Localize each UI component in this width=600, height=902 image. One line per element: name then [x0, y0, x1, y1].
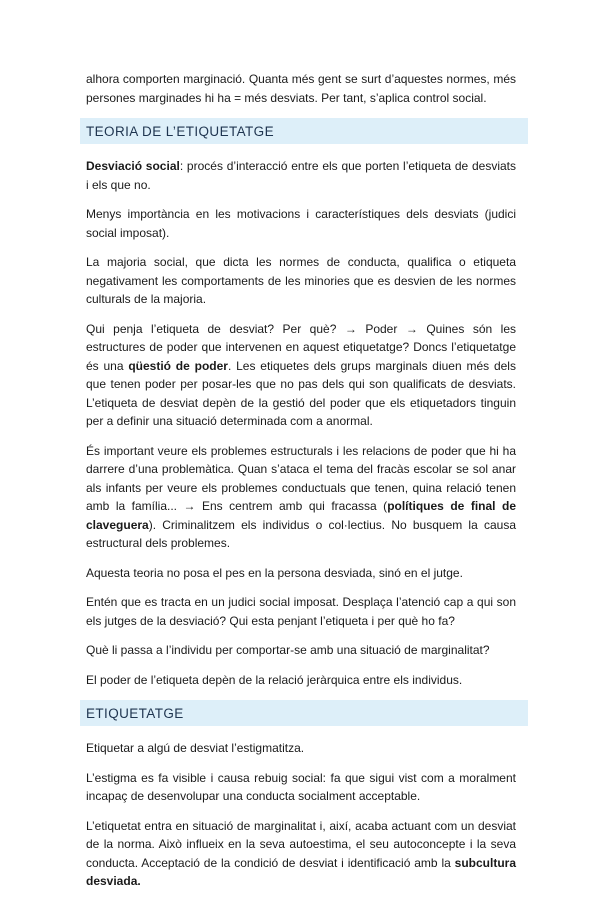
section-heading-teoria-etiquetatge: TEORIA DE L’ETIQUETATGE [80, 118, 528, 144]
bold-term: qüestió de poder [128, 358, 228, 373]
paragraph: L’etiquetat entra en situació de marginalitat i, així, acaba actuant com un desviat de la norma. Això influeix en la seva autoestima, el seu autoconcepte i la seva conducta. Acceptació de la condició de desviat i identificació amb la subcultura desviada. [86, 818, 516, 888]
paragraph: Desviació social: procés d’interacció entre els que porten l’etiqueta de desviats i els que no. [86, 159, 516, 192]
paragraph: Què li passa a l’individu per comportar-se amb una situació de marginalitat? [86, 643, 490, 657]
paragraph: L’estigma es fa visible i causa rebuig social: fa que sigui vist com a moralment incapaç de desenvolupar una conducta socialment acceptable. [86, 770, 516, 803]
paragraph: Aquesta teoria no posa el pes en la persona desviada, sinó en el jutge. [86, 565, 463, 580]
paragraph: És important veure els problemes estructurals i les relacions de poder que hi ha darrere d’una problemàtica. Quan s’ataca el tema del fracàs escolar se sol anar als infants per veure els problemes conductuals que tenen, quina relació tenen amb la família... → Ens centrem amb qui fracassa (polítiques de final de claveguera). Criminalitzem els individus o col·lectius. No busquem la causa estructural dels problemes. [86, 443, 517, 550]
intro-paragraph: alhora comporten marginació. Quanta més gent se surt d’aquestes normes, més persones marginades hi ha = més desviats. Per tant, s’aplica control social. [86, 72, 516, 105]
section-heading-etiquetatge: ETIQUETATGE [80, 700, 528, 726]
paragraph: La majoria social, que dicta les normes de conducta, qualifica o etiqueta negativament les comportaments de les minories que es desvien de les normes culturals de la majoria. [86, 255, 516, 306]
paragraph: Qui penja l’etiqueta de desviat? Per què? → Poder → Quines són les estructures de poder que intervenen en aquest etiquetatge? Doncs l’etiquetatge és una qüestió de poder. Les etiquetes dels grups marginals diuen més dels que tenen poder per posar-les que no pas dels qui son qualificats de desviats. L’etiqueta de desviat depèn de la gestió del poder que els etiquetadors tinguin per a definir una situació determinada com a anormal. [86, 321, 516, 428]
bold-term: polítiques de final de claveguera [86, 499, 517, 532]
paragraph: Entén que es tracta en un judici social imposat. Desplaça l’atenció cap a qui son els jutges de la desviació? Qui esta penjant l’etiqueta i per què ho fa? [86, 595, 516, 628]
paragraph: El poder de l’etiqueta depèn de la relació jeràrquica entre els individus. [86, 672, 463, 687]
bold-term: Desviació social [86, 159, 180, 173]
bold-term: subcultura desviada. [86, 855, 516, 888]
paragraph: Menys importància en les motivacions i característiques dels desviats (judici social imposat). [86, 207, 516, 240]
page-content [86, 70, 516, 902]
paragraph: Etiquetar a algú de desviat l’estigmatitza. [86, 741, 305, 755]
